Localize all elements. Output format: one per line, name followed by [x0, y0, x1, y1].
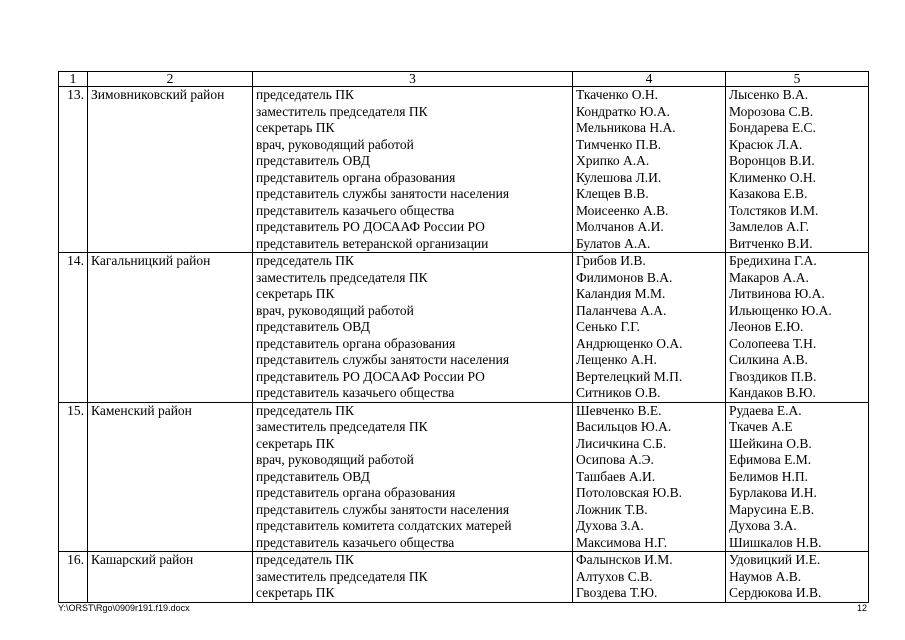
reserve-name: Воронцов В.И. — [729, 153, 815, 168]
member-name: Ткаченко О.Н. — [576, 87, 658, 102]
member-name: Хрипко А.А. — [576, 153, 650, 168]
footer-file-path: Y:\ORST\Rgo\0909r191.f19.docx — [58, 603, 190, 613]
member-name: Каландия М.М. — [576, 286, 666, 301]
reserve-name: Бредихина Г.А. — [729, 253, 817, 268]
member-name: Тимченко П.В. — [576, 136, 662, 152]
member-name: Фалынсков И.М. — [576, 552, 673, 567]
position-cell — [253, 552, 573, 603]
reserve-name: Шейкина О.В. — [729, 435, 812, 451]
header-row — [59, 72, 869, 87]
reserve-name: Гвоздиков П.В. — [729, 368, 817, 384]
reserve-name: Литвинова Ю.А. — [729, 286, 825, 301]
reserve-name: Бондарева Е.С. — [729, 120, 816, 135]
district-name: Каменский район — [88, 402, 253, 552]
header-cell: 5 — [726, 72, 869, 87]
reserve-name: Бурлакова И.Н. — [729, 485, 817, 500]
position-line: заместитель председателя ПК — [256, 568, 428, 584]
member-name: Молчанов А.И. — [576, 219, 664, 234]
member-name: Клещев В.В. — [576, 186, 649, 201]
position-line: заместитель председателя ПК — [256, 103, 428, 119]
member-name: Кулешова Л.И. — [576, 169, 662, 185]
reserve-name: Лысенко В.А. — [729, 87, 809, 102]
position-line: представитель ветеранской организации — [256, 235, 489, 251]
district-name: Зимовниковский район — [88, 87, 253, 253]
reserve-name: Леонов Е.Ю. — [729, 319, 804, 334]
member-name: Андрющенко О.А. — [576, 335, 683, 351]
reserve-name: Макаров А.А. — [729, 269, 809, 285]
reserve-name: Замлелов А.Г. — [729, 219, 810, 234]
member-name: Сенько Г.Г. — [576, 319, 640, 334]
member-cell — [573, 87, 726, 253]
header-cell: 2 — [88, 72, 253, 87]
position-line: представитель службы занятости населения — [256, 501, 510, 517]
row-number: 15. — [59, 402, 88, 552]
reserve-cell — [726, 552, 869, 603]
position-line: секретарь ПК — [256, 585, 335, 600]
member-cell — [573, 552, 726, 603]
member-name: Ташбаев А.И. — [576, 468, 656, 484]
position-line: представитель казачьего общества — [256, 385, 455, 400]
member-name: Гвоздева Т.Ю. — [576, 585, 658, 600]
member-name: Лисичкина С.Б. — [576, 435, 667, 451]
member-name: Алтухов С.В. — [576, 568, 653, 584]
reserve-name: Духова З.А. — [729, 518, 797, 533]
position-line: секретарь ПК — [256, 120, 335, 135]
member-name: Ситников О.В. — [576, 385, 661, 400]
header-cell: 3 — [253, 72, 573, 87]
member-name: Духова З.А. — [576, 518, 644, 533]
reserve-name: Удовицкий И.Е. — [729, 552, 821, 567]
member-name: Грибов И.В. — [576, 253, 646, 268]
reserve-name: Ильющенко Ю.А. — [729, 302, 832, 318]
reserve-name: Марусина Е.В. — [729, 501, 815, 517]
table-row — [59, 253, 869, 403]
position-line: представитель РО ДОСААФ России РО — [256, 219, 485, 234]
page-number: 12 — [856, 603, 867, 613]
reserve-name: Казакова Е.В. — [729, 186, 808, 201]
position-cell — [253, 253, 573, 403]
header-cell: 1 — [59, 72, 88, 87]
position-line: представитель органа образования — [256, 169, 456, 185]
position-line: представитель РО ДОСААФ России РО — [256, 368, 485, 384]
reserve-cell — [726, 87, 869, 253]
position-line: председатель ПК — [256, 402, 355, 418]
member-name: Мельникова Н.А. — [576, 120, 676, 135]
position-line: представитель ОВД — [256, 153, 370, 168]
reserve-name: Витченко В.И. — [729, 235, 813, 251]
member-cell — [573, 402, 726, 552]
member-name: Вертелецкий М.П. — [576, 368, 683, 384]
position-line: представитель органа образования — [256, 335, 456, 351]
table-row — [59, 552, 869, 603]
member-name: Паланчева А.А. — [576, 302, 667, 318]
position-line: заместитель председателя ПК — [256, 269, 428, 285]
district-name: Кашарский район — [88, 552, 253, 603]
member-name: Филимонов В.А. — [576, 269, 673, 285]
reserve-cell — [726, 253, 869, 403]
reserve-name: Белимов Н.П. — [729, 468, 808, 484]
table-body — [59, 72, 869, 603]
position-line: председатель ПК — [256, 552, 355, 567]
reserve-name: Толстяков И.М. — [729, 202, 819, 218]
header-cell: 4 — [573, 72, 726, 87]
position-line: представитель казачьего общества — [256, 534, 455, 550]
position-line: председатель ПК — [256, 253, 355, 268]
member-name: Потоловская Ю.В. — [576, 485, 682, 500]
position-line: представитель ОВД — [256, 468, 370, 484]
member-name: Кондратко Ю.А. — [576, 103, 670, 119]
position-line: представитель ОВД — [256, 319, 370, 334]
member-name: Осипова А.Э. — [576, 452, 654, 467]
reserve-name: Силкина А.В. — [729, 352, 808, 367]
reserve-cell — [726, 402, 869, 552]
position-line: секретарь ПК — [256, 435, 335, 451]
reserve-name: Рудаева Е.А. — [729, 402, 802, 418]
position-line: врач, руководящий работой — [256, 136, 414, 152]
position-line: врач, руководящий работой — [256, 302, 414, 318]
member-name: Шевченко В.Е. — [576, 402, 662, 418]
reserve-name: Красюк Л.А. — [729, 136, 803, 152]
position-line: представитель казачьего общества — [256, 202, 455, 218]
member-name: Максимова Н.Г. — [576, 534, 668, 550]
reserve-name: Солопеева Т.Н. — [729, 335, 817, 351]
member-name: Ложник Т.В. — [576, 501, 648, 517]
member-name: Лещенко А.Н. — [576, 352, 657, 367]
member-name: Васильцов Ю.А. — [576, 419, 672, 434]
reserve-name: Шишкалов Н.В. — [729, 534, 822, 550]
position-line: представитель комитета солдатских матерей — [256, 518, 512, 533]
row-number: 13. — [59, 87, 88, 253]
position-line: представитель службы занятости населения — [256, 352, 510, 367]
row-number: 14. — [59, 253, 88, 403]
table-row — [59, 402, 869, 552]
commission-table — [58, 71, 869, 603]
member-name: Булатов А.А. — [576, 235, 651, 251]
member-cell — [573, 253, 726, 403]
position-line: председатель ПК — [256, 87, 355, 102]
position-line: представитель органа образования — [256, 485, 456, 500]
reserve-name: Ткачев А.Е — [729, 419, 793, 434]
district-name: Кагальницкий район — [88, 253, 253, 403]
reserve-name: Кандаков В.Ю. — [729, 385, 816, 400]
member-name: Моисеенко А.В. — [576, 202, 669, 218]
position-line: представитель службы занятости населения — [256, 186, 510, 201]
row-number: 16. — [59, 552, 88, 603]
position-line: врач, руководящий работой — [256, 452, 414, 467]
reserve-name: Морозова С.В. — [729, 103, 814, 119]
reserve-name: Клименко О.Н. — [729, 169, 816, 185]
position-cell — [253, 87, 573, 253]
reserve-name: Наумов А.В. — [729, 568, 802, 584]
reserve-name: Ефимова Е.М. — [729, 452, 812, 467]
position-line: секретарь ПК — [256, 286, 335, 301]
reserve-name: Сердюкова И.В. — [729, 585, 822, 600]
table-row — [59, 87, 869, 253]
position-cell — [253, 402, 573, 552]
position-line: заместитель председателя ПК — [256, 419, 428, 434]
